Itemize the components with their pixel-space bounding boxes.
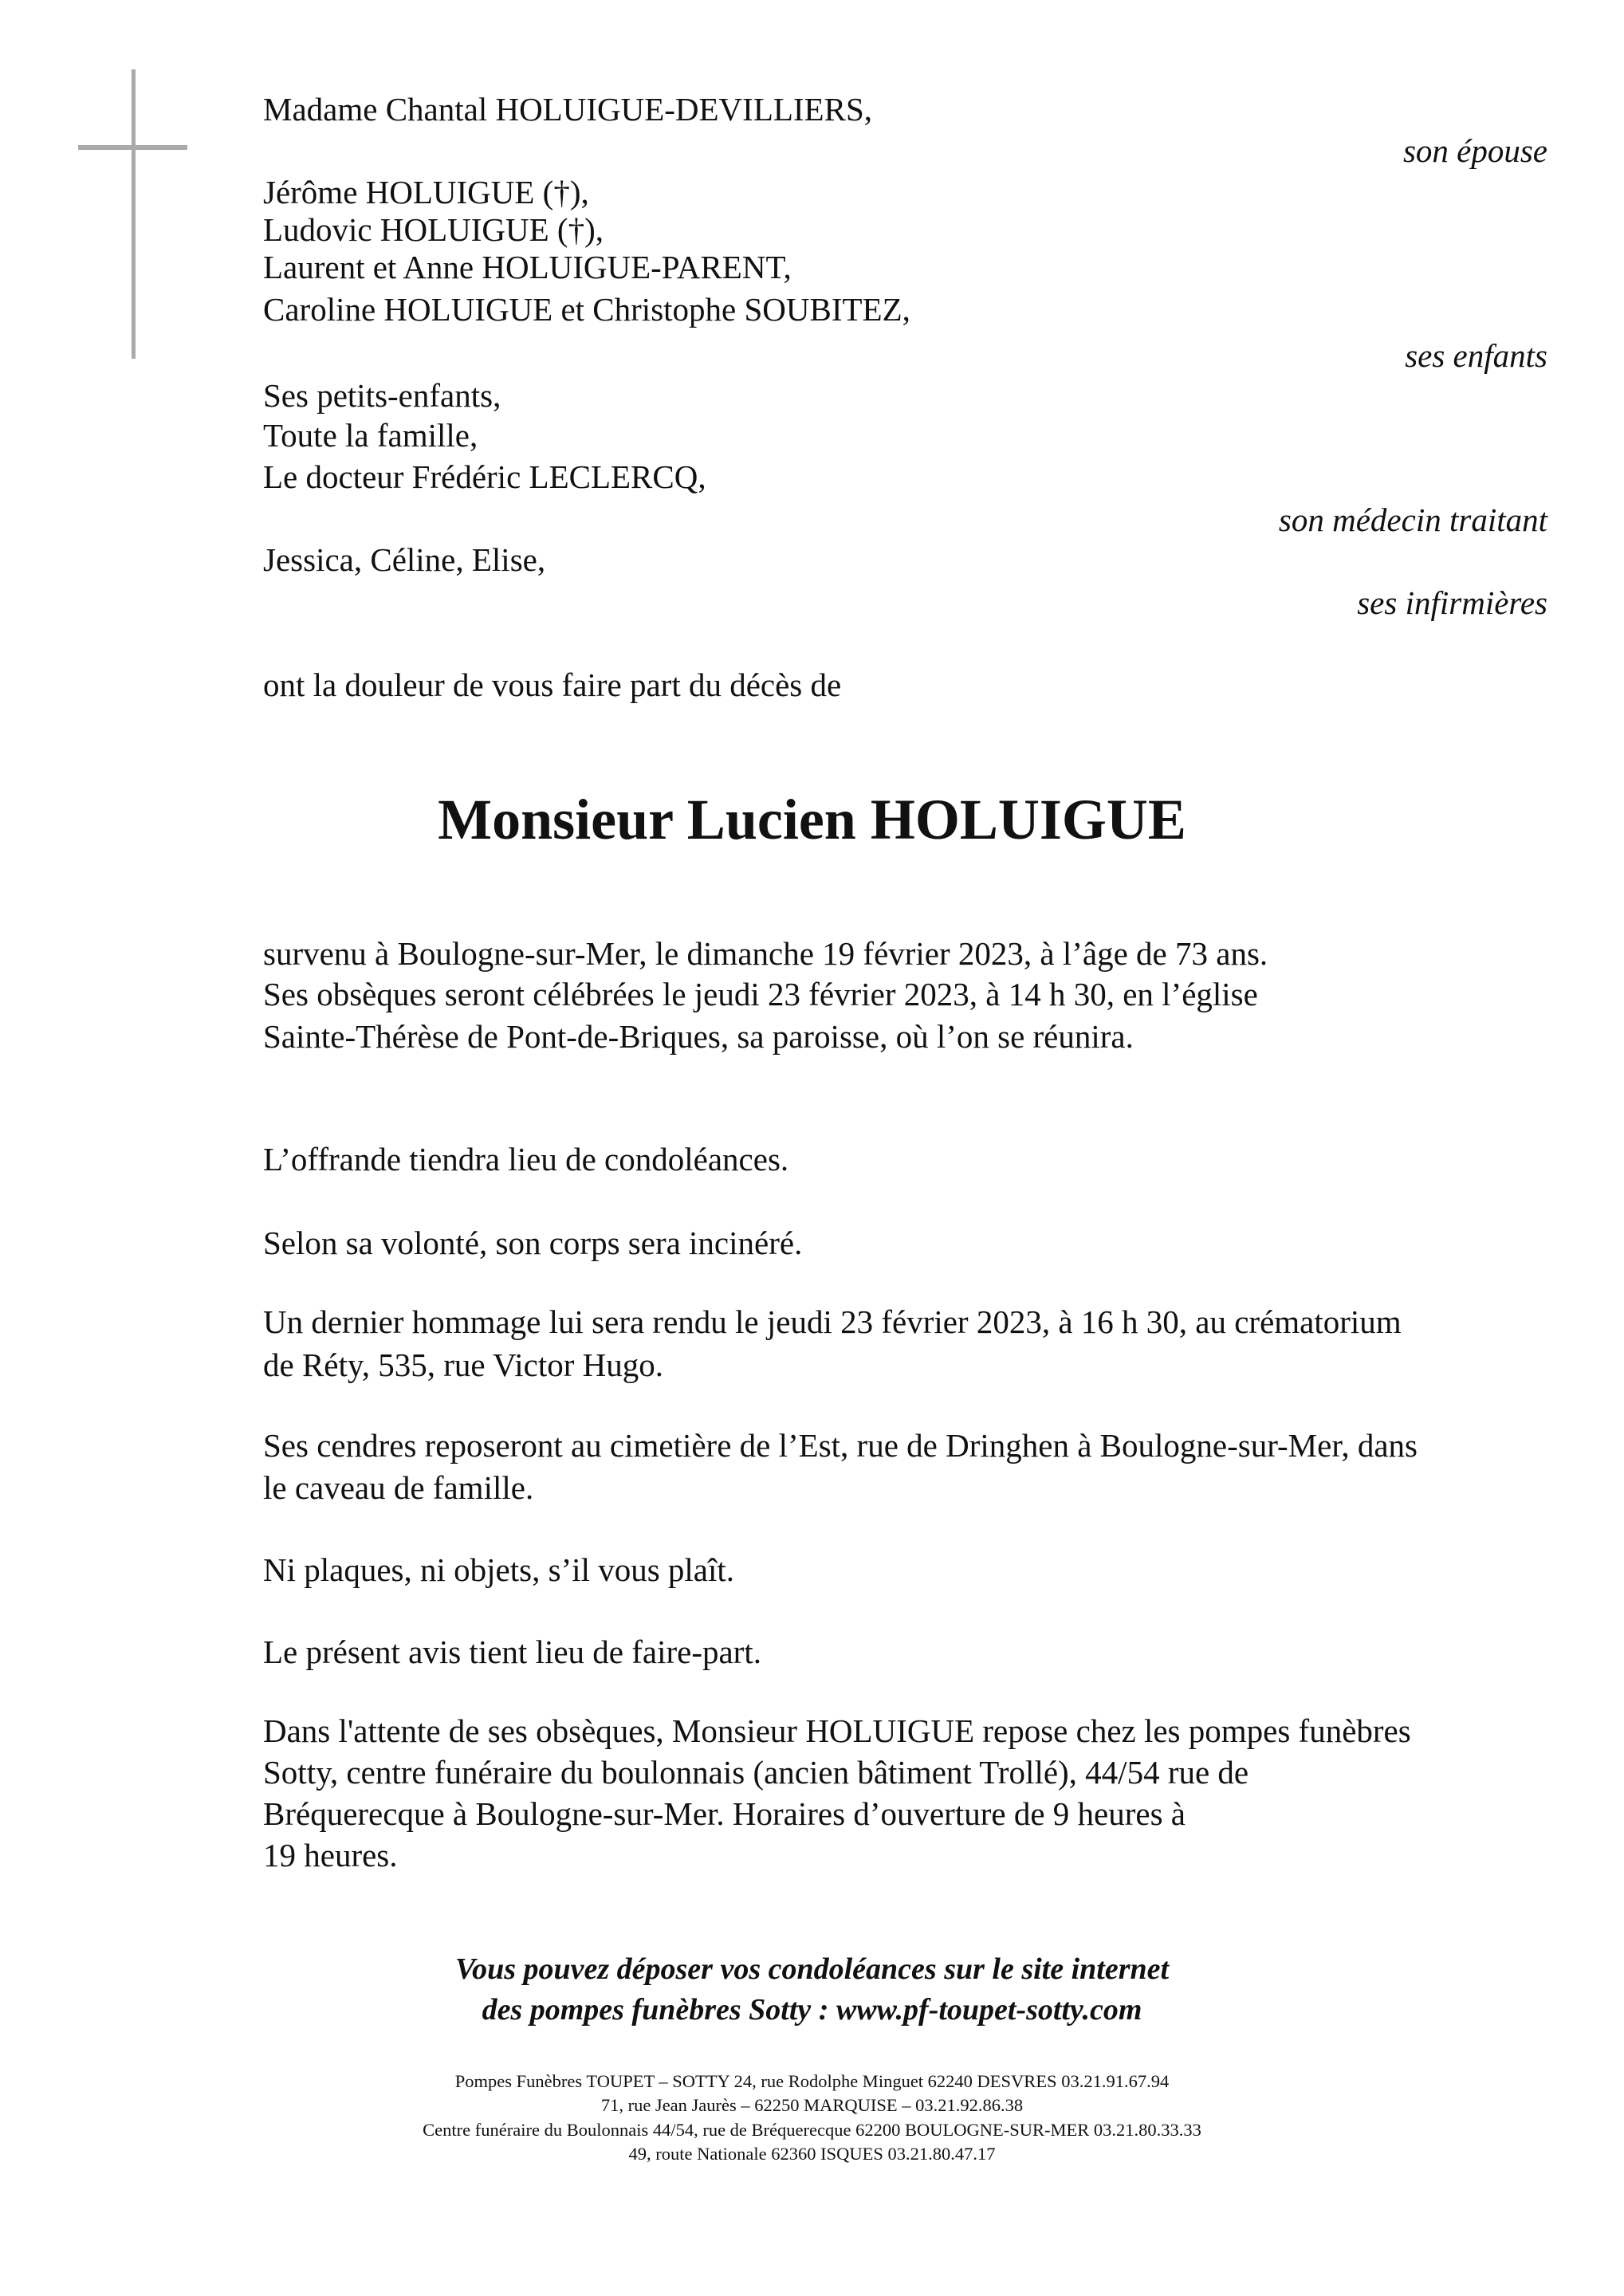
body-line: Selon sa volonté, son corps sera incinéré. [263, 1225, 803, 1261]
family-line: Toute la famille, [263, 417, 478, 454]
body-line: Ses cendres reposeront au cimetière de l’Est, rue de Dringhen à Boulogne-sur-Mer, dans [263, 1427, 1418, 1464]
deceased-name: Monsieur Lucien HOLUIGUE [438, 788, 1186, 851]
body-line: 19 heures. [263, 1837, 398, 1873]
body-line: Le présent avis tient lieu de faire-part. [263, 1634, 761, 1670]
family-line: Ses petits-enfants, [263, 377, 501, 414]
child-name: Jérôme HOLUIGUE (†), [263, 174, 589, 210]
nurses-role: ses infirmières [1357, 584, 1547, 621]
cross-horizontal-bar [78, 145, 187, 150]
body-line: survenu à Boulogne-sur-Mer, le dimanche 19 février 2023, à l’âge de 73 ans. [263, 935, 1268, 972]
cross-vertical-bar [132, 69, 136, 359]
condolences-line: Vous pouvez déposer vos condoléances sur le site internet [454, 1952, 1170, 1986]
footer-address: 49, route Nationale 62360 ISQUES 03.21.80.47.17 [628, 2144, 996, 2164]
doctor-role: son médecin traitant [1278, 501, 1547, 538]
footer-address: 71, rue Jean Jaurès – 62250 MARQUISE – 03.21.92.86.38 [600, 2095, 1024, 2115]
spouse-role: son épouse [1402, 132, 1547, 169]
nurses-names: Jessica, Céline, Elise, [263, 541, 546, 578]
child-name: Laurent et Anne HOLUIGUE-PARENT, [263, 249, 792, 285]
child-name: Ludovic HOLUIGUE (†), [263, 211, 604, 248]
body-line: le caveau de famille. [263, 1469, 534, 1506]
body-line: Ses obsèques seront célébrées le jeudi 23 février 2023, à 14 h 30, en l’église [263, 976, 1258, 1012]
footer-address: Pompes Funèbres TOUPET – SOTTY 24, rue Rodolphe Minguet 62240 DESVRES 03.21.91.67.94 [454, 2071, 1170, 2091]
spouse-name: Madame Chantal HOLUIGUE-DEVILLIERS, [263, 91, 873, 128]
body-line: L’offrande tiendra lieu de condoléances. [263, 1141, 789, 1177]
children-role: ses enfants [1405, 337, 1547, 374]
body-line: Bréquerecque à Boulogne-sur-Mer. Horaires d’ouverture de 9 heures à [263, 1795, 1186, 1832]
body-line: de Réty, 535, rue Victor Hugo. [263, 1347, 663, 1383]
doctor-name: Le docteur Frédéric LECLERCQ, [263, 458, 706, 495]
body-line: Dans l'attente de ses obsèques, Monsieur HOLUIGUE repose chez les pompes funèbres [263, 1712, 1411, 1749]
body-line: Un dernier hommage lui sera rendu le jeudi 23 février 2023, à 16 h 30, au crématorium [263, 1303, 1402, 1340]
body-line: Sotty, centre funéraire du boulonnais (ancien bâtiment Trollé), 44/54 rue de [263, 1754, 1249, 1791]
child-name: Caroline HOLUIGUE et Christophe SOUBITEZ, [263, 291, 910, 328]
footer-address: Centre funéraire du Boulonnais 44/54, rue de Bréquerecque 62200 BOULOGNE-SUR-MER 03.21.80.33.33 [423, 2120, 1201, 2140]
body-line: Sainte-Thérèse de Pont-de-Briques, sa paroisse, où l’on se réunira. [263, 1018, 1134, 1055]
condolences-website: des pompes funèbres Sotty : www.pf-toupet-sotty.com [482, 1993, 1142, 2027]
announcement-text: ont la douleur de vous faire part du décès de [263, 666, 842, 703]
body-line: Ni plaques, ni objets, s’il vous plaît. [263, 1551, 735, 1588]
